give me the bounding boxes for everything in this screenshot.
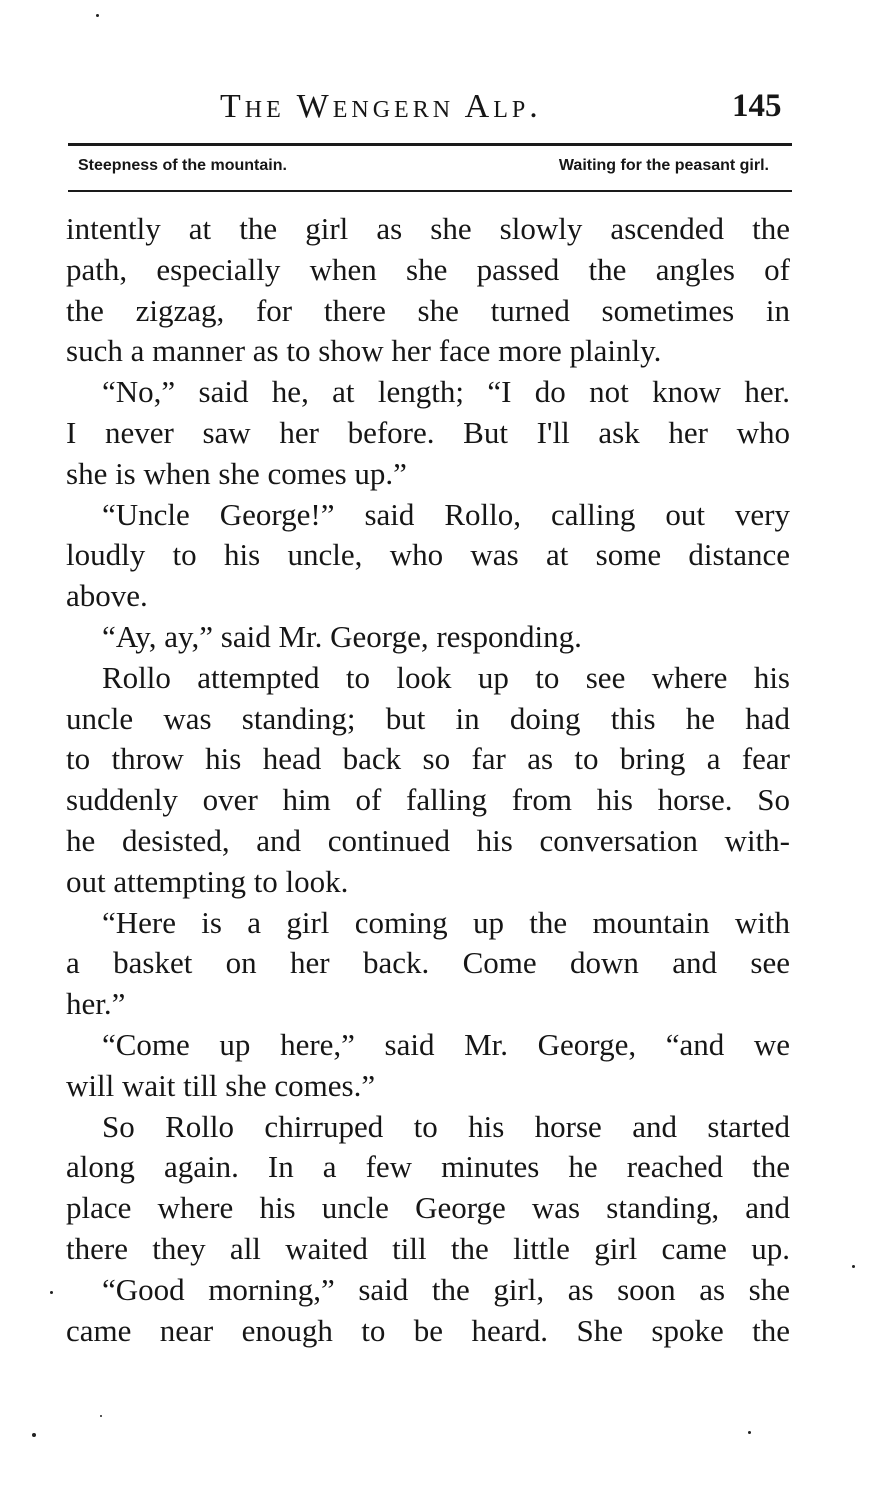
paper-speck — [50, 1291, 53, 1294]
text-line: path, especially when she passed the angles of — [66, 251, 790, 287]
text-line: “No,” said he, at length; “I do not know her. — [102, 374, 790, 410]
text-line: such a manner as to show her face more plainly. — [66, 333, 662, 369]
header-rule-bottom — [68, 190, 792, 192]
running-title: The Wengern Alp. — [220, 88, 542, 125]
text-line: I never saw her before. But I'll ask her who — [66, 414, 790, 450]
text-line: intently at the girl as she slowly ascended the — [66, 211, 790, 246]
text-line: suddenly over him of falling from his horse. So — [66, 782, 790, 818]
text-line: So Rollo chirruped to his horse and started — [102, 1108, 790, 1144]
text-line: Rollo attempted to look up to see where his — [102, 659, 790, 695]
text-line: her.” — [66, 986, 126, 1022]
paper-speck — [32, 1433, 36, 1437]
text-line: place where his uncle George was standing, and — [66, 1190, 790, 1226]
page-number: 145 — [732, 88, 782, 124]
paper-speck — [748, 1431, 751, 1434]
text-line: “Come up here,” said Mr. George, “and we — [102, 1026, 790, 1062]
text-line: she is when she comes up.” — [66, 455, 407, 491]
text-line: came near enough to be heard. She spoke the — [66, 1312, 790, 1348]
text-line: will wait till she comes.” — [66, 1067, 376, 1103]
paper-speck — [96, 14, 99, 17]
text-line: “Good morning,” said the girl, as soon as she — [102, 1271, 790, 1307]
text-line: out attempting to look. — [66, 863, 349, 899]
paper-speck — [852, 1265, 855, 1268]
text-line: there they all waited till the little girl came up. — [66, 1230, 790, 1266]
text-line: he desisted, and continued his conversation with- — [66, 822, 790, 858]
sidenote-left: Steepness of the mountain. — [78, 157, 287, 174]
text-line: above. — [66, 578, 148, 614]
text-line: along again. In a few minutes he reached the — [66, 1149, 790, 1185]
text-line: the zigzag, for there she turned sometimes in — [66, 292, 790, 328]
header-rule-top — [68, 143, 792, 146]
text-line: “Uncle George!” said Rollo, calling out very — [102, 496, 790, 532]
text-line: to throw his head back so far as to bring a fear — [66, 741, 790, 777]
text-line: a basket on her back. Come down and see — [66, 945, 790, 981]
text-line: uncle was standing; but in doing this he had — [66, 700, 790, 736]
paper-speck — [100, 1415, 102, 1417]
text-line: “Here is a girl coming up the mountain with — [102, 904, 790, 940]
sidenote-right: Waiting for the peasant girl. — [558, 157, 769, 174]
text-line: “Ay, ay,” said Mr. George, responding. — [102, 618, 582, 654]
text-line: loudly to his uncle, who was at some distance — [66, 537, 790, 573]
body-text — [66, 209, 790, 1351]
